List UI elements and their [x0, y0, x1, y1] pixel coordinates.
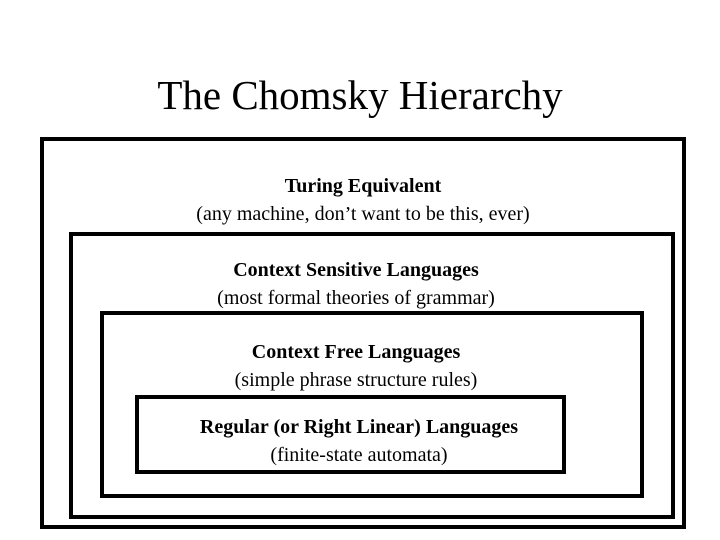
turing-equivalent-label	[40, 172, 686, 228]
context-free-name: Context Free Languages	[251, 341, 461, 363]
context-sensitive-name: Context Sensitive Languages	[233, 259, 479, 281]
turing-equivalent-name: Turing Equivalent	[284, 175, 442, 197]
regular-languages-label	[135, 413, 583, 469]
context-sensitive-description: (most formal theories of grammar)	[217, 287, 495, 309]
context-free-label	[100, 338, 612, 394]
context-free-description: (simple phrase structure rules)	[234, 369, 478, 391]
diagram-title: The Chomsky Hierarchy	[157, 72, 563, 118]
regular-languages-description: (finite-state automata)	[270, 444, 448, 466]
context-sensitive-label	[69, 256, 643, 312]
turing-equivalent-description: (any machine, don’t want to be this, ever)	[196, 203, 530, 225]
regular-languages-name: Regular (or Right Linear) Languages	[199, 416, 519, 438]
